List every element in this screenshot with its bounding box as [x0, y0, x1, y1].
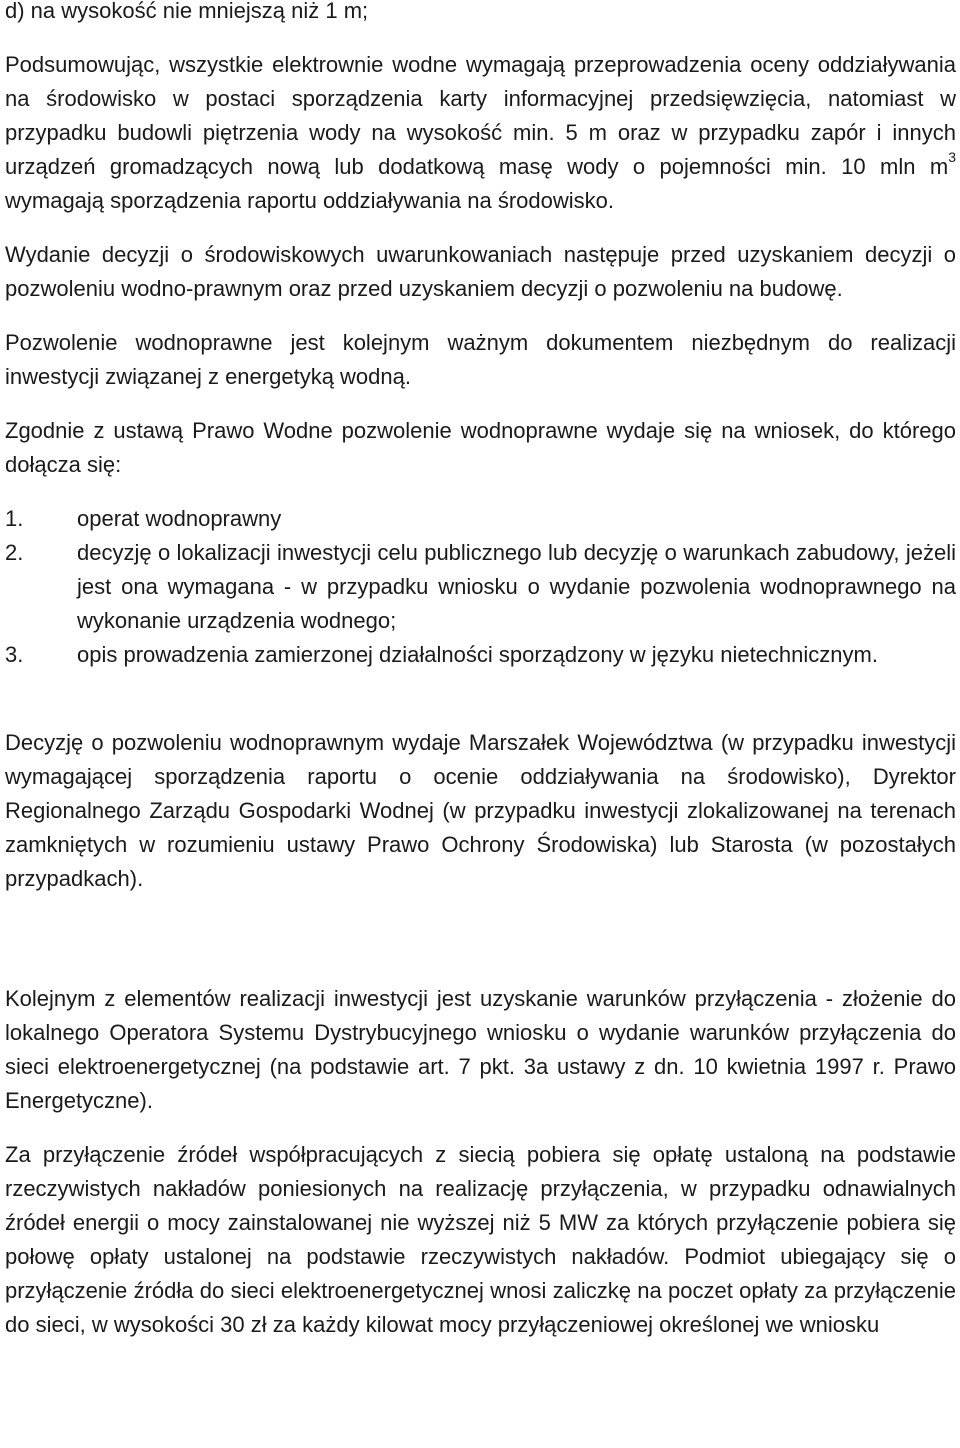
- spacer: [5, 306, 956, 326]
- spacer: [5, 218, 956, 238]
- requirement-item: [5, 638, 956, 672]
- paragraph-authority: Decyzję o pozwoleniu wodnoprawnym wydaje Marszałek Województwa (w przypadku inwestycji wymagającej sporządzenia raportu o ocenie oddziaływania na środowisko), Dyrektor Regionalnego Zarządu Gospodarki Wodnej (w przypadku inwestycji zlokalizowanej na terenach zamkniętych w rozumieniu ustawy Prawo Ochrony Środowiska) lub Starosta (w pozostałych przypadkach).: [5, 730, 956, 891]
- paragraph-law-intro: Zgodnie z ustawą Prawo Wodne pozwolenie wodnoprawne wydaje się na wniosek, do którego dołącza się:: [5, 418, 956, 477]
- summary-text-part2: wymagają sporządzenia raportu oddziaływania na środowisko.: [5, 188, 614, 213]
- paragraph-decision: Wydanie decyzji o środowiskowych uwarunkowaniach następuje przed uzyskaniem decyzji o pozwoleniu wodno-prawnym oraz przed uzyskaniem decyzji o pozwoleniu na budowę.: [5, 242, 956, 301]
- spacer: [5, 28, 956, 48]
- spacer: [5, 482, 956, 502]
- requirement-number: 2.: [5, 540, 24, 565]
- paragraph-grid-connection: Kolejnym z elementów realizacji inwestycji jest uzyskanie warunków przyłączenia - złożenie do lokalnego Operatora Systemu Dystrybucyjnego wniosku o wydanie warunków przyłączenia do sieci elektroenergetycznej (na podstawie art. 7 pkt. 3a ustawy z dn. 10 kwietnia 1997 r. Prawo Energetyczne).: [5, 986, 956, 1113]
- requirement-number: 1.: [5, 506, 24, 531]
- requirements-list: [5, 502, 956, 672]
- requirement-text: opis prowadzenia zamierzonej działalności sporządzony w języku nietechnicznym.: [77, 642, 878, 667]
- requirement-text: operat wodnoprawny: [77, 506, 282, 531]
- requirement-item: [5, 536, 956, 638]
- superscript-3: 3: [948, 148, 956, 165]
- paragraph-summary: [5, 48, 956, 218]
- paragraph-fees: Za przyłączenie źródeł współpracujących z siecią pobiera się opłatę ustaloną na podstawie rzeczywistych nakładów poniesionych na realizację przyłączenia, w przypadku odnawialnych źródeł energii o mocy zainstalowanej nie wyższej niż 5 MW za których przyłączenie pobiera się połowę opłaty ustalonej na podstawie rzeczywistych nakładów. Podmiot ubiegający się o przyłączenie źródła do sieci elektroenergetycznej wnosi zaliczkę na poczet opłaty za przyłączenie do sieci, w wysokości 30 zł za każdy kilowat mocy przyłączeniowej określonej we wniosku: [5, 1142, 956, 1337]
- spacer: [5, 394, 956, 414]
- requirement-text: decyzję o lokalizacji inwestycji celu publicznego lub decyzję o warunkach zabudowy, jeżeli jest ona wymagana - w przypadku wniosku o wydanie pozwolenia wodnoprawnego na wykonanie urządzenia wodnego;: [77, 540, 956, 633]
- list-item-d: d) na wysokość nie mniejszą niż 1 m;: [5, 0, 369, 23]
- spacer: [5, 672, 956, 726]
- paragraph-permit: Pozwolenie wodnoprawne jest kolejnym ważnym dokumentem niezbędnym do realizacji inwestycji związanej z energetyką wodną.: [5, 330, 956, 389]
- requirement-item: [5, 502, 956, 536]
- spacer: [5, 896, 956, 982]
- summary-text-part1: Podsumowując, wszystkie elektrownie wodne wymagają przeprowadzenia oceny oddziaływania na środowisko w postaci sporządzenia karty informacyjnej przedsięwzięcia, natomiast w przypadku budowli piętrzenia wody na wysokość min. 5 m oraz w przypadku zapór i innych urządzeń gromadzących nową lub dodatkową masę wody o pojemności min. 10 mln m: [5, 52, 956, 179]
- document-page: [5, 0, 956, 1342]
- spacer: [5, 1118, 956, 1138]
- requirement-number: 3.: [5, 642, 24, 667]
